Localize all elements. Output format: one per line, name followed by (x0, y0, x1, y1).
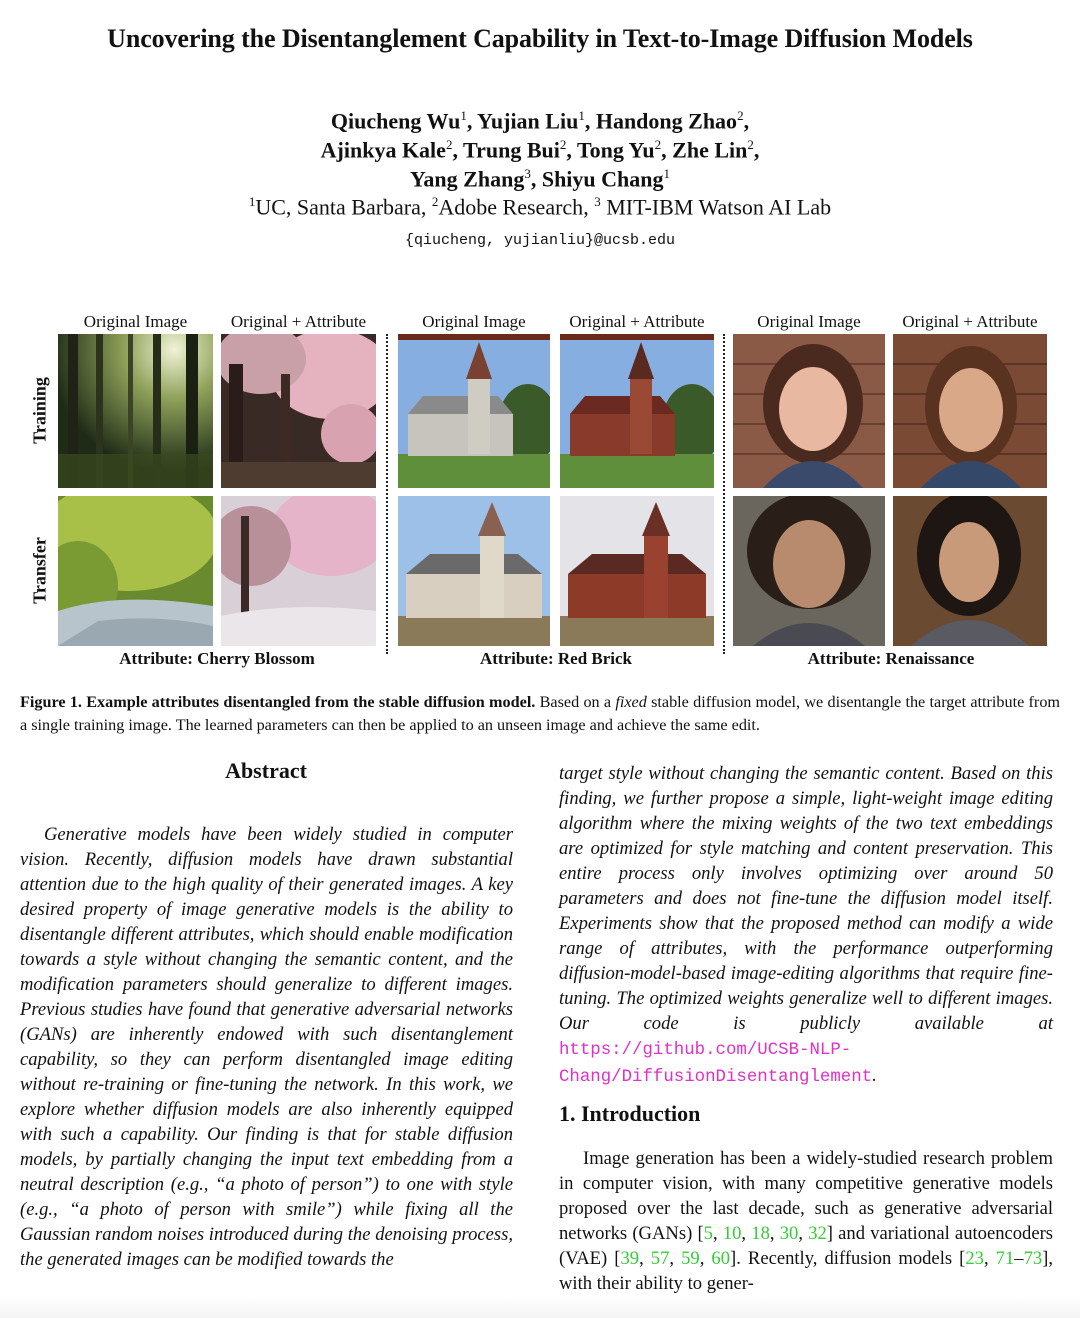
forest-cherry-blossom-image (221, 334, 376, 488)
column-label: Original Image (422, 312, 526, 331)
author-name: Yang Zhang (409, 166, 525, 192)
abstract-heading: Abstract (225, 758, 307, 783)
river-original-image (58, 496, 213, 646)
figure-divider (386, 334, 388, 654)
column-label: Original Image (757, 312, 861, 331)
river-cherry-blossom-image (221, 496, 376, 646)
abstract-paragraph: Generative models have been widely studied in computer vision. Recently, diffusion models have drawn substantial attention due to the high quality of their generated images. A key desired property of image generative models is the ability to disentangle different attributes, which should enable modification towards a style without changing the semantic content, and the modification parameters should generalize to different images. Previous studies have found that generative adversarial networks (GANs) are inherently endowed with such disentanglement capability, so they can perform disentangled image editing without re-training or fine-tuning the network. In this work, we explore whether diffusion models are also inherently equipped with such a capability. Our finding is that for stable diffusion models, by partially changing the input text embedding from a neutral description (e.g., “a photo of person”) to one with style (e.g., “a photo of person with smile”) while fixing all the Gaussian random noises introduced during the denoising process, the generated images can be modified towards the (20, 824, 513, 1270)
church-original-image (398, 334, 550, 488)
affiliations: $^1$UC, Santa Barbara, $^2$Adobe Research, $^3$ MIT-IBM Watson AI Lab (248, 194, 832, 220)
abstract-paragraph-cont: target style without changing the semantic content. Based on this finding, we further propose a simple, light-weight image editing algorithm where the mixing weights of the two text embeddings are optimized for style matching and content preservation. This entire process only involves optimizing over around 50 parameters and does not fine-tune the diffusion model itself. Experiments show that the proposed method can modify a wide range of attributes, with the performance outperforming diffusion-model-based image-editing algorithms that require fine-tuning. The optimized weights generalize well to different images. Our code is publicly available at (559, 763, 1053, 1034)
person-renaissance-image (893, 496, 1047, 646)
column-label: Original + Attribute (569, 312, 705, 331)
citation-link[interactable]: 60 (711, 1248, 730, 1269)
author-name: Shiyu Chang (541, 166, 664, 192)
church-transfer-red-brick-image (560, 496, 714, 646)
authors-line-3: Yang Zhang$^3$, Shiyu Chang$^1$ (409, 166, 671, 192)
forest-original-image (58, 334, 213, 488)
author-name: Trung Bui (463, 137, 560, 163)
paper-title: Uncovering the Disentanglement Capability in Text-to-Image Diffusion Models (107, 24, 973, 53)
citation-link[interactable]: 32 (808, 1223, 827, 1244)
citation-link[interactable]: 39 (620, 1248, 640, 1269)
citation-link[interactable]: 10 (722, 1223, 742, 1244)
woman-original-image (733, 334, 885, 488)
authors-line-2: Ajinkya Kale$^2$, Trung Bui$^2$, Tong Yu$^2$, Zhe Lin$^2$, (320, 137, 760, 163)
abstract-right-column: target style without changing the semantic content. Based on this finding, we further propose a simple, light-weight image editing algorithm where the mixing weights of the two text embeddings are optimized for style matching and content preservation. This entire process only involves optimizing over around 50 parameters and does not fine-tune the diffusion model itself. Experiments show that the proposed method can modify a wide range of attributes, with the performance outperforming diffusion-model-based image-editing algorithms that require fine-tuning. The optimized weights generalize well to different images. Our code is publicly available at https://github.com/UCSB-NLP-Chang/DiffusionDisentanglement. (559, 763, 1053, 1087)
citation-link[interactable]: 18 (751, 1223, 770, 1244)
woman-renaissance-image (893, 334, 1047, 488)
author-name: Qiucheng Wu (330, 108, 461, 134)
attribute-label: Attribute: Cherry Blossom (119, 649, 315, 668)
page-bottom-edge (0, 1296, 1080, 1318)
person-original-image (733, 496, 885, 646)
figure-divider (723, 334, 725, 654)
church-transfer-original-image (398, 496, 550, 646)
row-label-transfer: Transfer (29, 537, 50, 604)
citation-link[interactable]: 71 (995, 1248, 1015, 1269)
author-email: {qiucheng, yujianliu}@ucsb.edu (404, 232, 676, 249)
citation-link[interactable]: 5 (703, 1223, 713, 1244)
attribute-label: Attribute: Renaissance (807, 649, 975, 668)
figure-caption: Figure 1. Example attributes disentangled from the stable diffusion model. Based on a fixed stable diffusion model, we disentangle the target attribute from a single training image. The learned parameters can then be applied to an unseen image and achieve the same edit. (20, 693, 1061, 734)
abstract-left-column (20, 822, 513, 1272)
column-label: Original Image (83, 312, 188, 331)
author-name: Tong Yu (576, 137, 655, 163)
citation-link[interactable]: 23 (965, 1248, 984, 1269)
citation-link[interactable]: 73 (1023, 1248, 1043, 1269)
citation-link[interactable]: 59 (681, 1248, 700, 1269)
attribute-label: Attribute: Red Brick (479, 649, 633, 668)
column-label: Original + Attribute (230, 312, 367, 331)
code-url-link[interactable]: https://github.com/UCSB-NLP-Chang/DiffusionDisentanglement (559, 1041, 873, 1087)
church-red-brick-image (560, 334, 714, 488)
introduction-heading: 1. Introduction (559, 1101, 701, 1126)
author-name: Ajinkya Kale (320, 137, 446, 163)
authors-line-1: Qiucheng Wu$^1$, Yujian Liu$^1$, Handong Zhao$^2$, (330, 108, 750, 134)
introduction-paragraph: Image generation has been a widely-studied research problem in computer vision, with many competitive generative models proposed over the last decade, such as generative adversarial networks (GANs) [5, 10, 18, 30, 32] and variational autoencoders (VAE) [39, 57, 59, 60]. Recently, diffusion models [23, 71–73], with their ability to gener- (559, 1148, 1054, 1294)
author-name: Handong Zhao (595, 108, 738, 134)
row-label-training: Training (29, 377, 50, 444)
author-name: Zhe Lin (672, 137, 748, 163)
citation-link[interactable]: 57 (650, 1248, 670, 1269)
column-label: Original + Attribute (902, 312, 1038, 331)
citation-link[interactable]: 30 (779, 1223, 799, 1244)
author-name: Yujian Liu (477, 108, 579, 134)
